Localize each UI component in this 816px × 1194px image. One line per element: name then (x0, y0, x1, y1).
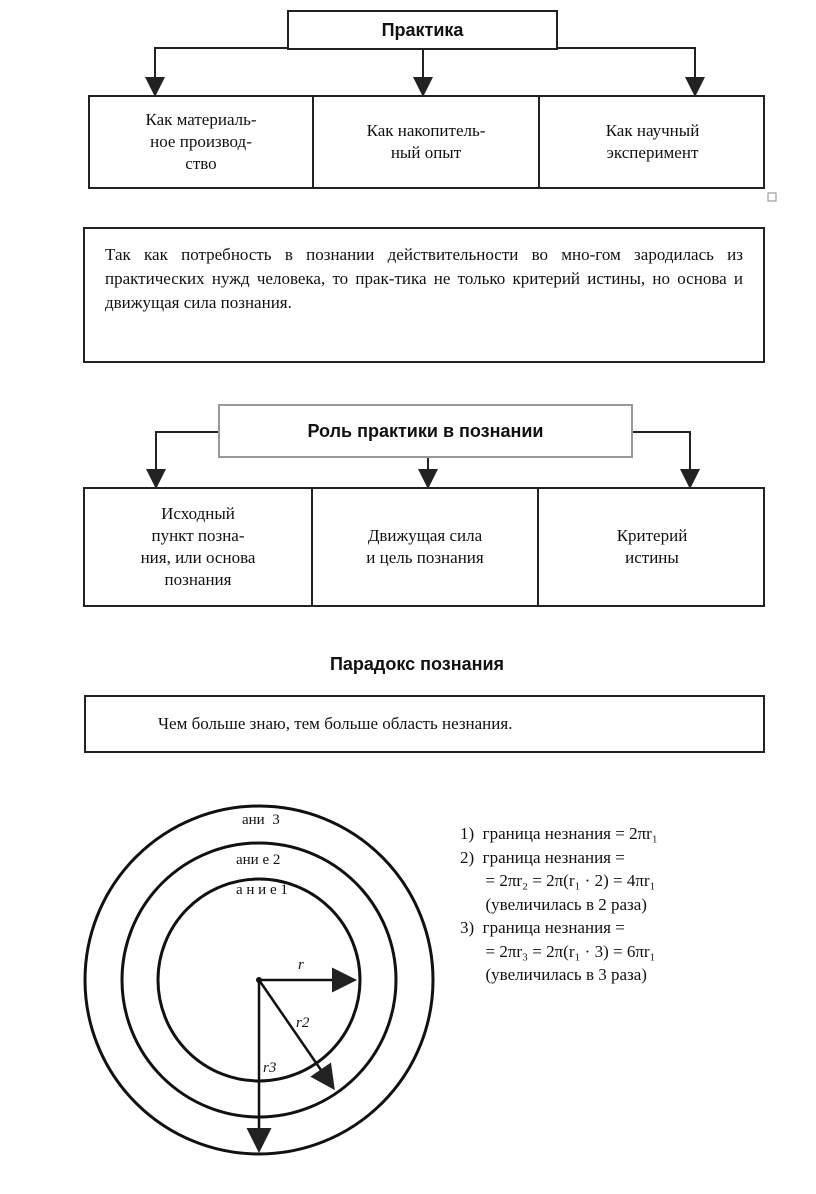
formula-line: 1) граница незнания = 2πr₁ (460, 824, 658, 843)
formula-line: = 2πr₂ = 2π(r₁ · 2) = 4πr₁ (460, 871, 656, 890)
formula-line: 3) граница незнания = (460, 918, 625, 937)
role-row (83, 487, 765, 607)
practice-form: Как накопитель- ный опыт (366, 121, 486, 162)
radius-label-r1: r (298, 957, 304, 973)
practice-forms-row (88, 95, 765, 189)
statement-box: Так как потребность в познании действительности во мно-гом зародилась из практических нужд человека, то прак-тика не только критерий истины, но основа и движущая сила познания. (83, 227, 765, 363)
radius-label-r2: r2 (296, 1015, 310, 1031)
role-item: Движущая сила и цель познания (366, 526, 484, 567)
circle-label-3: ани 3 (242, 812, 280, 828)
formula-line: = 2πr₃ = 2π(r₁ · 3) = 6πr₁ (460, 941, 656, 961)
radius-label-r3: r3 (263, 1060, 277, 1076)
circle-label-1: а н и е 1 (236, 882, 288, 898)
formula-line: (увеличилась в 2 раза) (460, 894, 647, 914)
role-item: Критерий истины (616, 526, 688, 567)
paradox-text: Чем больше знаю, тем больше область незнания. (84, 695, 765, 753)
formula-line: (увеличилась в 3 раза) (460, 965, 647, 984)
practice-form: Как научный эксперимент (605, 121, 700, 162)
role-item: Исходный пункт позна- ния, или основа познания (140, 504, 256, 589)
practice-title: Практика (287, 10, 558, 50)
formulas (460, 822, 658, 987)
practice-form: Как материаль- ное производ- ство (145, 110, 257, 173)
formula-line: 2) граница незнания = (460, 847, 625, 867)
paradox-title: Парадокс познания (329, 653, 505, 674)
role-title: Роль практики в познании (218, 404, 633, 458)
circle-label-2: ани е 2 (236, 852, 281, 868)
